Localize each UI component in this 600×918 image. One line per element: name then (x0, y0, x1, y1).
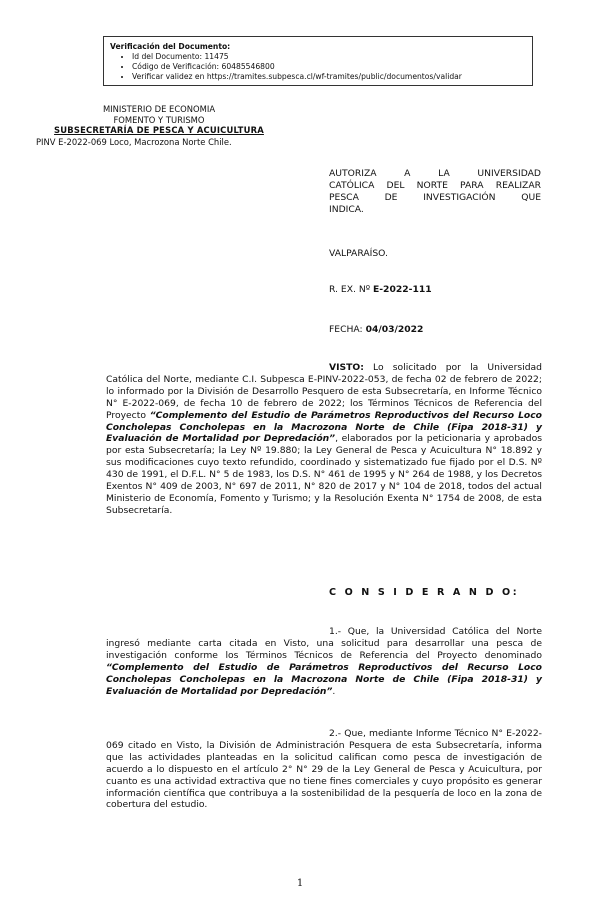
considerando-2 (106, 728, 542, 811)
ministry-line-2: FOMENTO Y TURISMO (113, 114, 205, 125)
subject-line-3: PESCA DE INVESTIGACIÓN QUE (329, 192, 541, 203)
subject-line-1: AUTORIZA A LA UNIVERSIDAD (329, 168, 541, 179)
verification-box (103, 36, 533, 86)
ministry-line-1: MINISTERIO DE ECONOMIA (102, 104, 216, 114)
c1-text-2: . (332, 685, 336, 697)
resolution-label: R. EX. Nº (329, 284, 373, 295)
resolution-value: E-2022-111 (372, 284, 432, 295)
considerando-heading: C O N S I D E R A N D O: (329, 587, 520, 598)
considerando-1 (106, 626, 542, 697)
visto-paragraph (106, 362, 542, 517)
visto-project-title: “Complemento del Estudio de Parámetros Reproductivos del Recurso Loco Concholepas Concholepas en la Macrozona Norte de Chile (Fipa 2018-31) y Evaluación de Mortalidad por Depredación” (106, 409, 542, 445)
date-value: 04/03/2022 (365, 324, 424, 335)
place: VALPARAÍSO. (329, 248, 388, 259)
subject-line-2: CATÓLICA DEL NORTE PARA REALIZAR (329, 180, 541, 191)
resolution-date (329, 324, 423, 336)
verification-title: Verificación del Documento: (110, 42, 231, 51)
verification-code: • Código de Verificación: 60485546800 (132, 62, 526, 72)
resolution-number (329, 284, 432, 296)
verification-list (110, 52, 526, 82)
ministry-header (36, 104, 282, 147)
verification-document-id: • Id del Documento: 11475 (132, 52, 526, 62)
c1-project-title: “Complemento del Estudio de Parámetros Reproductivos del Recurso Loco Concholepas Concholepas en la Macrozona Norte de Chile (Fipa 2018-31) y Evaluación de Mortalidad por Depredación” (106, 661, 542, 697)
verification-url[interactable]: • Verificar validez en https://tramites.subpesca.cl/wf-tramites/public/documentos/validar (132, 72, 526, 82)
date-label: FECHA: (329, 324, 366, 335)
visto-label: VISTO: (329, 362, 364, 373)
pinv-reference: PINV E-2022-069 Loco, Macrozona Norte Chile. (36, 136, 232, 147)
subsecretaria-heading: SUBSECRETARÍA DE PESCA Y ACUICULTURA (54, 125, 264, 135)
visto-text-1: Lo solicitado por la Universidad Católica del Norte, mediante C.I. Subpesca E-PINV-2022-053, de fecha 02 de febrero de 2022; lo informado por la División de Desarrollo Pesquero de esta Subsecretaría, en Informe Técnico N° E-2022-069, de fecha 10 de febrero de 2022; los Términos Técnicos de Referencia del Proyecto (106, 362, 542, 421)
c1-text-1: 1.- Que, la Universidad Católica del Norte ingresó mediante carta citada en Visto, una solicitud para desarrollar una pesca de investigación conforme los Términos Técnicos de Referencia del Proyecto denominado (106, 626, 542, 661)
page-number: 1 (296, 878, 304, 889)
visto-text-2: , elaborados por la peticionaria y aprobados por esta Subsecretaría; la Ley Nº 19.880; la Ley General de Pesca y Acuicultura N° 18.892 y sus modificaciones cuyo texto refundido, coordinado y sistematizado fue fijado por el D.S. Nº 430 de 1991, el D.F.L. N° 5 de 1983, los D.S. N° 461 de 1995 y N° 264 de 1988, y los Decretos Exentos N° 409 de 2003, N° 697 de 2011, N° 820 de 2017 y N° 104 de 2018, todos del actual Ministerio de Economía, Fomento y Turismo; y la Resolución Exenta N° 1754 de 2008, de esta Subsecretaría. (106, 433, 542, 516)
resolution-subject (329, 168, 541, 216)
c2-text-1: 2.- Que, mediante Informe Técnico N° E-2022-069 citado en Visto, la División de Administración Pesquera de esta Subsecretaría, informa que las actividades planteadas en la solicitud califican como pesca de investigación de acuerdo a lo dispuesto en el artículo 2° N° 29 de la Ley General de Pesca y Acuicultura, por cuanto es una actividad extractiva que no tiene fines comerciales y cuyo propósito es generar información científica que contribuya a la sostenibilidad de la pesquería de loco en la zona de cobertura del estudio. (106, 728, 542, 811)
subject-line-4: INDICA. (329, 204, 364, 215)
